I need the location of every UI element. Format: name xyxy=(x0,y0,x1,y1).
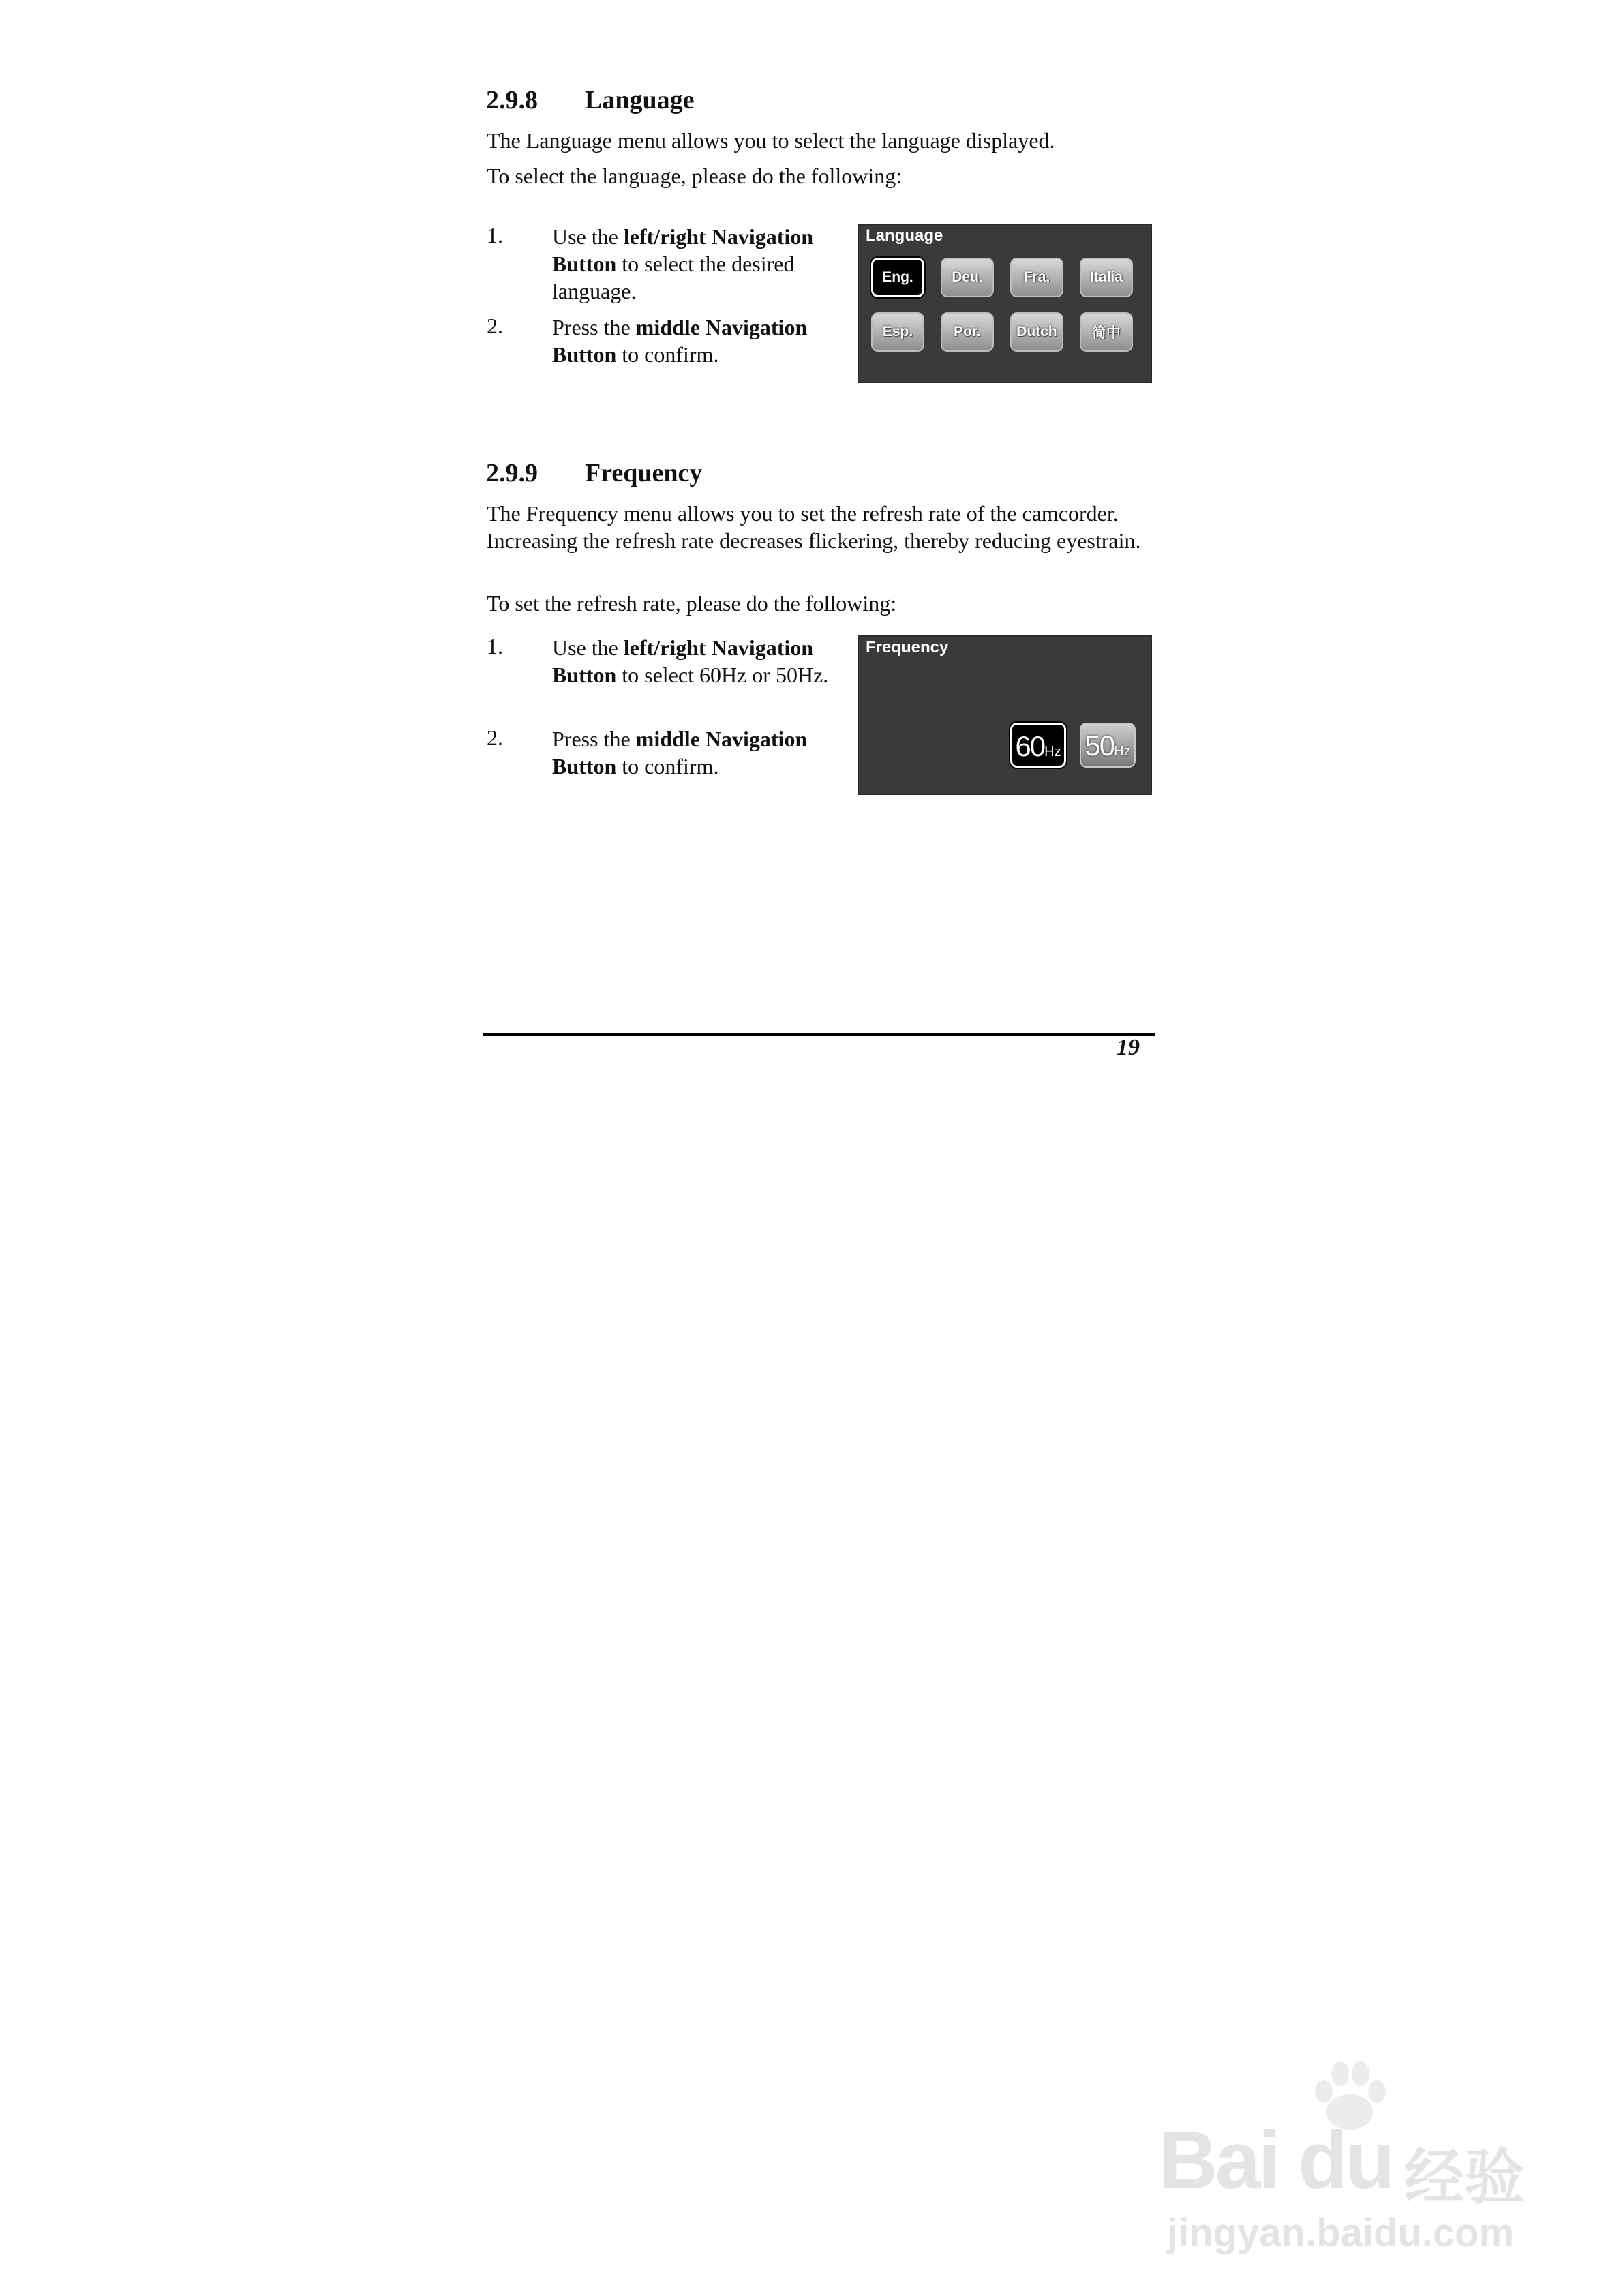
footer-rule xyxy=(483,1033,1155,1036)
language-button-chinese[interactable]: 简中 xyxy=(1080,312,1133,352)
frequency-button-50hz[interactable]: 50 Hz xyxy=(1080,723,1136,768)
language-button-italia[interactable]: Italia xyxy=(1080,258,1133,297)
step-number: 1. xyxy=(487,223,503,247)
watermark-brand-cn: 经验 xyxy=(1404,2142,1525,2212)
step-number: 1. xyxy=(487,634,503,659)
language-button-por[interactable]: Por. xyxy=(941,312,994,352)
section-title: Language xyxy=(585,86,695,115)
frequency-button-60hz[interactable]: 60 Hz xyxy=(1010,723,1066,768)
screen-title: Frequency xyxy=(866,638,949,656)
paragraph: To set the refresh rate, please do the following: xyxy=(487,591,897,616)
screen-title: Language xyxy=(866,226,943,245)
step-number: 2. xyxy=(487,314,503,338)
language-button-esp[interactable]: Esp. xyxy=(871,312,924,352)
paragraph: The Language menu allows you to select the language displayed. xyxy=(487,128,1055,153)
language-button-fra[interactable]: Fra. xyxy=(1010,258,1063,297)
step-text: Press the middle Navigation Button to confirm. xyxy=(552,315,808,367)
watermark-url: jingyan.baidu.com xyxy=(1167,2211,1515,2255)
language-button-dutch[interactable]: Dutch xyxy=(1010,312,1063,352)
paragraph: The Frequency menu allows you to set the refresh rate of the camcorder. Increasing the refresh rate decreases flickering, thereby reducing eyestrain. xyxy=(487,501,1141,553)
section-number: 2.9.8 xyxy=(486,86,538,115)
baidu-watermark xyxy=(1159,2059,1568,2263)
language-screen xyxy=(858,224,1152,383)
step-number: 2. xyxy=(487,725,503,750)
section-title: Frequency xyxy=(585,459,703,487)
step-text: Use the left/right Navigation Button to select 60Hz or 50Hz. xyxy=(552,635,829,687)
step-text: Press the middle Navigation Button to confirm. xyxy=(552,727,808,779)
section-number: 2.9.9 xyxy=(486,459,538,487)
paragraph: To select the language, please do the following: xyxy=(487,164,902,188)
watermark-brand: Bai du xyxy=(1159,2115,1393,2206)
frequency-screen xyxy=(858,635,1152,795)
language-button-eng[interactable]: Eng. xyxy=(871,258,924,297)
page-number: 19 xyxy=(1117,1035,1140,1060)
language-button-deu[interactable]: Deu. xyxy=(941,258,994,297)
step-text: Use the left/right Navigation Button to select the desired language. xyxy=(552,224,814,303)
